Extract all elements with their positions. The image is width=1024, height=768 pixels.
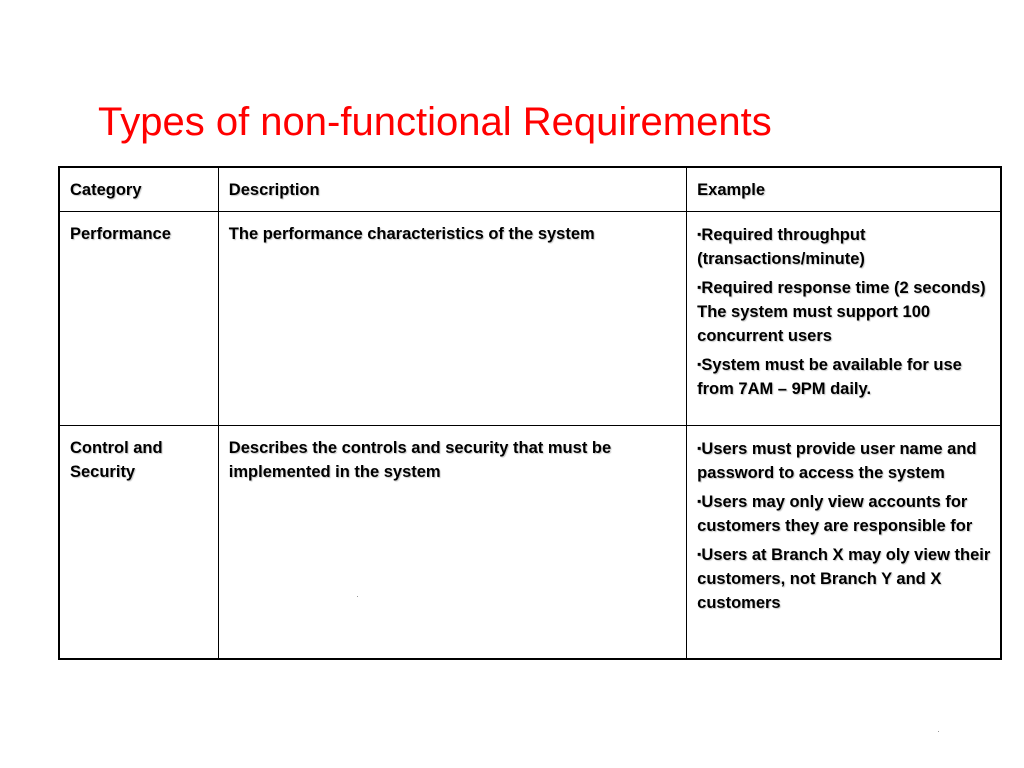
cell-examples [687,212,1001,426]
table-row-control-security [59,426,1001,660]
example-item [697,222,991,271]
example-text: System must be available for use from 7AM – 9PM daily. [697,356,962,398]
square-bullet-icon: ▪ [697,494,702,508]
stray-dot [938,731,939,732]
example-text: Users may only view accounts for customers they are responsible for [697,493,973,535]
example-text: Required response time (2 seconds) The system must support 100 concurrent users [697,279,986,345]
example-text: Users must provide user name and password to access the system [697,440,977,482]
header-description: Description [218,167,686,212]
cell-description: Describes the controls and security that must be implemented in the system [218,426,686,660]
example-item [697,436,991,485]
cell-description: The performance characteristics of the system [218,212,686,426]
requirements-table [58,166,1002,660]
example-item [697,542,991,615]
cell-category: Control and Security [59,426,218,660]
square-bullet-icon: ▪ [697,280,702,294]
square-bullet-icon: ▪ [697,547,702,561]
example-text: Required throughput (transactions/minute) [697,226,866,268]
slide-title: Types of non-functional Requirements [98,100,772,144]
table-row-performance [59,212,1001,426]
square-bullet-icon: ▪ [697,441,702,455]
header-category: Category [59,167,218,212]
example-item [697,489,991,538]
cell-category: Performance [59,212,218,426]
header-example: Example [687,167,1001,212]
example-list [697,222,991,401]
example-text: Users at Branch X may oly view their customers, not Branch Y and X customers [697,546,991,612]
table-header-row [59,167,1001,212]
example-list [697,436,991,615]
example-item [697,352,991,401]
example-item [697,275,991,348]
square-bullet-icon: ▪ [697,357,702,371]
stray-dot [357,596,358,597]
square-bullet-icon: ▪ [697,227,702,241]
cell-examples [687,426,1001,660]
